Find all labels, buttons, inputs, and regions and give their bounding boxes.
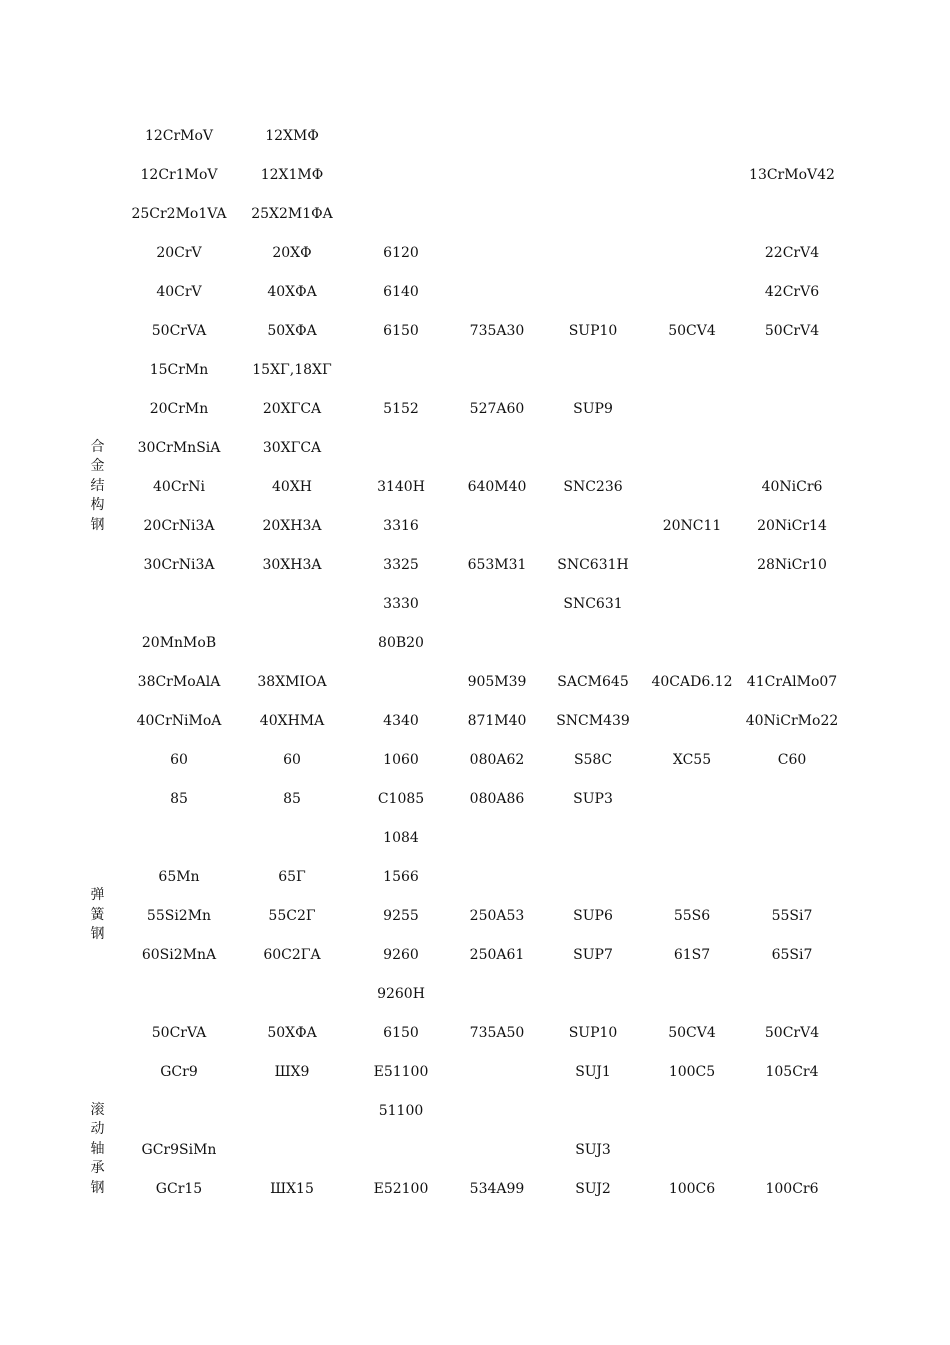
grade-cell: 41CrAlMo07 bbox=[746, 673, 838, 690]
grade-cell bbox=[543, 428, 643, 467]
steel-grade-table bbox=[70, 116, 843, 1208]
grade-cell bbox=[351, 1130, 451, 1169]
grade-cell: 3330 bbox=[383, 595, 419, 612]
grade-cell: GCr9 bbox=[160, 1063, 198, 1080]
steel-category-label bbox=[70, 857, 125, 974]
grade-cell: 250A61 bbox=[469, 946, 525, 963]
grade-cell: C60 bbox=[777, 751, 807, 768]
steel-category-text: 滚动轴承钢 bbox=[90, 1101, 105, 1196]
steel-category-label bbox=[70, 350, 125, 623]
table-row bbox=[70, 584, 843, 623]
steel-category-empty bbox=[70, 740, 125, 779]
grade-cell: 80B20 bbox=[378, 634, 424, 651]
grade-cell: 9255 bbox=[383, 907, 419, 924]
grade-cell bbox=[125, 1091, 233, 1130]
grade-cell: 40CrV bbox=[156, 283, 202, 300]
table-row bbox=[70, 740, 843, 779]
grade-cell bbox=[741, 194, 843, 233]
grade-cell: 1566 bbox=[383, 868, 419, 885]
grade-cell: 38XMIOA bbox=[257, 673, 327, 690]
grade-cell: 60C2ΓA bbox=[263, 946, 321, 963]
grade-cell: 105Cr4 bbox=[765, 1063, 819, 1080]
grade-cell: E52100 bbox=[373, 1180, 429, 1197]
grade-cell: SNC631H bbox=[557, 556, 629, 573]
grade-cell: 30XH3A bbox=[262, 556, 322, 573]
grade-cell: SUJ1 bbox=[575, 1063, 611, 1080]
grade-cell bbox=[451, 818, 543, 857]
grade-cell: 15CrMn bbox=[149, 361, 209, 378]
table-row bbox=[70, 857, 843, 896]
grade-cell: 20XΦ bbox=[272, 244, 312, 261]
grade-cell: 3316 bbox=[383, 517, 419, 534]
grade-cell: 3140H bbox=[377, 478, 425, 495]
grade-cell bbox=[741, 818, 843, 857]
grade-cell: 50CrVA bbox=[151, 322, 207, 339]
grade-cell bbox=[643, 116, 741, 155]
steel-category-empty bbox=[70, 974, 125, 1013]
grade-cell bbox=[451, 233, 543, 272]
grade-cell: 12CrMoV bbox=[144, 127, 214, 144]
grade-cell: SUP10 bbox=[568, 322, 618, 339]
grade-cell: 85 bbox=[170, 790, 188, 807]
grade-cell: 25X2M1ΦA bbox=[251, 205, 333, 222]
grade-cell: 13CrMoV42 bbox=[749, 166, 835, 183]
grade-cell: 65Mn bbox=[158, 868, 200, 885]
grade-cell: 25Cr2Mo1VA bbox=[131, 205, 227, 222]
grade-cell: 20NiCr14 bbox=[757, 517, 827, 534]
grade-cell: 50XΦA bbox=[267, 322, 317, 339]
grade-cell: 55Si7 bbox=[771, 907, 813, 924]
grade-cell: 30CrMnSiA bbox=[137, 439, 221, 456]
grade-cell bbox=[741, 389, 843, 428]
grade-cell: 85 bbox=[283, 790, 301, 807]
table-row bbox=[70, 311, 843, 350]
grade-cell: SNCM439 bbox=[556, 712, 630, 729]
grade-cell: 50CV4 bbox=[668, 322, 716, 339]
grade-cell: 080A86 bbox=[469, 790, 525, 807]
grade-cell bbox=[233, 1091, 351, 1130]
grade-cell: 100C6 bbox=[668, 1180, 716, 1197]
grade-cell bbox=[741, 1091, 843, 1130]
table-row bbox=[70, 1091, 843, 1130]
grade-cell: 5152 bbox=[383, 400, 419, 417]
grade-cell bbox=[643, 1130, 741, 1169]
grade-cell bbox=[233, 974, 351, 1013]
table-row bbox=[70, 974, 843, 1013]
table-row bbox=[70, 155, 843, 194]
grade-cell bbox=[543, 974, 643, 1013]
grade-cell: ШX15 bbox=[270, 1180, 314, 1197]
grade-cell bbox=[643, 194, 741, 233]
grade-cell bbox=[451, 194, 543, 233]
grade-cell: 6150 bbox=[383, 1024, 419, 1041]
grade-cell bbox=[351, 662, 451, 701]
grade-cell: 6120 bbox=[383, 244, 419, 261]
grade-cell: SUP6 bbox=[573, 907, 613, 924]
grade-cell bbox=[543, 623, 643, 662]
grade-cell bbox=[741, 116, 843, 155]
grade-cell bbox=[233, 818, 351, 857]
grade-cell: GCr15 bbox=[155, 1180, 203, 1197]
grade-cell bbox=[451, 350, 543, 389]
grade-cell: 40NiCrMo22 bbox=[745, 712, 839, 729]
grade-cell bbox=[643, 584, 741, 623]
table-row bbox=[70, 116, 843, 155]
grade-cell: 60 bbox=[170, 751, 188, 768]
grade-cell: S58C bbox=[573, 751, 613, 768]
table-row bbox=[70, 896, 843, 935]
grade-cell bbox=[125, 584, 233, 623]
steel-category-empty bbox=[70, 623, 125, 662]
grade-cell: 40NiCr6 bbox=[761, 478, 823, 495]
grade-cell: 3325 bbox=[383, 556, 419, 573]
steel-category-empty bbox=[70, 311, 125, 350]
grade-cell: SUJ2 bbox=[575, 1180, 611, 1197]
grade-cell bbox=[451, 584, 543, 623]
grade-cell bbox=[451, 1052, 543, 1091]
grade-cell bbox=[451, 506, 543, 545]
grade-cell bbox=[643, 779, 741, 818]
grade-cell bbox=[543, 194, 643, 233]
grade-cell: 38CrMoAlA bbox=[137, 673, 221, 690]
grade-cell: 527A60 bbox=[469, 400, 525, 417]
grade-cell: 1084 bbox=[383, 829, 419, 846]
grade-cell: 60Si2MnA bbox=[141, 946, 217, 963]
grade-cell: 12XMΦ bbox=[265, 127, 319, 144]
grade-cell: 15XΓ,18XΓ bbox=[252, 361, 332, 378]
grade-cell: 100Cr6 bbox=[765, 1180, 819, 1197]
grade-cell: 20XH3A bbox=[262, 517, 322, 534]
grade-cell bbox=[741, 974, 843, 1013]
table-row bbox=[70, 779, 843, 818]
steel-category-empty bbox=[70, 116, 125, 155]
grade-cell: E51100 bbox=[373, 1063, 429, 1080]
grade-cell: 1060 bbox=[383, 751, 419, 768]
grade-cell: 50CrVA bbox=[151, 1024, 207, 1041]
grade-cell bbox=[741, 428, 843, 467]
grade-cell: SUP3 bbox=[573, 790, 613, 807]
grade-cell bbox=[543, 350, 643, 389]
steel-category-empty bbox=[70, 233, 125, 272]
grade-cell: XC55 bbox=[672, 751, 712, 768]
table-row bbox=[70, 1130, 843, 1169]
table-row bbox=[70, 1169, 843, 1208]
grade-cell: 9260H bbox=[377, 985, 425, 1002]
grade-cell bbox=[643, 155, 741, 194]
steel-category-empty bbox=[70, 701, 125, 740]
grade-cell: ШX9 bbox=[274, 1063, 310, 1080]
grade-cell bbox=[451, 623, 543, 662]
grade-cell: 080A62 bbox=[469, 751, 525, 768]
grade-cell: 250A53 bbox=[469, 907, 525, 924]
grade-cell bbox=[741, 623, 843, 662]
grade-cell: GCr9SiMn bbox=[141, 1141, 217, 1158]
grade-cell: 6140 bbox=[383, 283, 419, 300]
grade-cell: 40CAD6.12 bbox=[651, 673, 733, 690]
grade-cell: 20CrNi3A bbox=[143, 517, 215, 534]
grade-cell: 28NiCr10 bbox=[757, 556, 827, 573]
steel-category-label bbox=[70, 1091, 125, 1208]
table-row bbox=[70, 623, 843, 662]
grade-cell: SACM645 bbox=[557, 673, 629, 690]
grade-cell bbox=[643, 623, 741, 662]
grade-cell: 6150 bbox=[383, 322, 419, 339]
steel-category-empty bbox=[70, 662, 125, 701]
grade-cell bbox=[643, 1091, 741, 1130]
grade-cell: 51100 bbox=[378, 1102, 424, 1119]
grade-cell: 20CrMn bbox=[149, 400, 209, 417]
table-row bbox=[70, 389, 843, 428]
grade-cell: 640M40 bbox=[467, 478, 527, 495]
grade-cell: 735A30 bbox=[469, 322, 525, 339]
table-row bbox=[70, 194, 843, 233]
grade-cell: SNC236 bbox=[563, 478, 623, 495]
grade-cell: SUP7 bbox=[573, 946, 613, 963]
steel-category-text: 合金结构钢 bbox=[90, 438, 105, 533]
grade-cell: 55S6 bbox=[673, 907, 711, 924]
table-row bbox=[70, 545, 843, 584]
grade-cell bbox=[543, 818, 643, 857]
grade-cell: 40CrNi bbox=[153, 478, 205, 495]
grade-cell bbox=[643, 233, 741, 272]
grade-cell bbox=[451, 272, 543, 311]
grade-cell: 4340 bbox=[383, 712, 419, 729]
grade-cell bbox=[451, 116, 543, 155]
grade-cell bbox=[643, 545, 741, 584]
grade-cell: 653M31 bbox=[467, 556, 527, 573]
grade-cell: 20MnMoB bbox=[141, 634, 217, 651]
grade-cell: 40XHMA bbox=[259, 712, 325, 729]
grade-cell: 40CrNiMoA bbox=[136, 712, 222, 729]
grade-cell: SUP9 bbox=[573, 400, 613, 417]
grade-cell bbox=[451, 1130, 543, 1169]
grade-cell: 12Cr1MoV bbox=[140, 166, 218, 183]
grade-cell: 100C5 bbox=[668, 1063, 716, 1080]
grade-cell bbox=[643, 467, 741, 506]
table-row bbox=[70, 506, 843, 545]
grade-cell bbox=[451, 1091, 543, 1130]
table-row bbox=[70, 1013, 843, 1052]
grade-cell bbox=[643, 701, 741, 740]
grade-cell bbox=[741, 350, 843, 389]
grade-cell: 65Si7 bbox=[771, 946, 813, 963]
grade-cell bbox=[543, 857, 643, 896]
grade-cell: 534A99 bbox=[469, 1180, 525, 1197]
steel-category-empty bbox=[70, 194, 125, 233]
grade-cell bbox=[643, 974, 741, 1013]
grade-cell: 9260 bbox=[383, 946, 419, 963]
grade-cell bbox=[643, 272, 741, 311]
table-row bbox=[70, 467, 843, 506]
grade-cell: 905M39 bbox=[467, 673, 527, 690]
grade-cell: 20XΓCA bbox=[262, 400, 322, 417]
steel-category-text: 弹簧钢 bbox=[90, 887, 105, 943]
grade-cell: 50CV4 bbox=[668, 1024, 716, 1041]
grade-cell: 55Si2Mn bbox=[146, 907, 212, 924]
table-row bbox=[70, 662, 843, 701]
grade-cell bbox=[233, 623, 351, 662]
steel-category-empty bbox=[70, 779, 125, 818]
table-row bbox=[70, 935, 843, 974]
grade-cell bbox=[451, 974, 543, 1013]
steel-category-empty bbox=[70, 155, 125, 194]
grade-cell bbox=[351, 350, 451, 389]
grade-cell bbox=[643, 857, 741, 896]
grade-cell: 40XH bbox=[272, 478, 312, 495]
grade-cell bbox=[543, 116, 643, 155]
steel-category-empty bbox=[70, 272, 125, 311]
grade-cell bbox=[125, 974, 233, 1013]
grade-cell bbox=[351, 194, 451, 233]
table-row bbox=[70, 701, 843, 740]
grade-cell bbox=[643, 350, 741, 389]
grade-cell: SUP10 bbox=[568, 1024, 618, 1041]
grade-cell bbox=[233, 584, 351, 623]
grade-cell bbox=[741, 1130, 843, 1169]
grade-cell: 50XΦA bbox=[267, 1024, 317, 1041]
steel-category-empty bbox=[70, 1013, 125, 1052]
steel-category-empty bbox=[70, 818, 125, 857]
grade-cell bbox=[125, 818, 233, 857]
grade-cell bbox=[543, 506, 643, 545]
grade-cell bbox=[543, 155, 643, 194]
grade-cell: 50CrV4 bbox=[764, 1024, 820, 1041]
table-row bbox=[70, 818, 843, 857]
grade-cell: 20NC11 bbox=[662, 517, 722, 534]
grade-cell: SNC631 bbox=[563, 595, 623, 612]
grade-cell: 60 bbox=[283, 751, 301, 768]
grade-cell: 50CrV4 bbox=[764, 322, 820, 339]
grade-cell: 12X1MΦ bbox=[260, 166, 324, 183]
grade-cell: 871M40 bbox=[467, 712, 527, 729]
grade-cell bbox=[543, 233, 643, 272]
grade-cell: 735A50 bbox=[469, 1024, 525, 1041]
grade-cell bbox=[233, 1130, 351, 1169]
steel-category-empty bbox=[70, 1052, 125, 1091]
grade-cell bbox=[741, 779, 843, 818]
grade-cell: 65Γ bbox=[278, 868, 306, 885]
grade-cell bbox=[741, 584, 843, 623]
grade-cell bbox=[351, 116, 451, 155]
grade-cell bbox=[741, 857, 843, 896]
grade-cell bbox=[543, 272, 643, 311]
grade-cell bbox=[351, 155, 451, 194]
grade-cell: SUJ3 bbox=[575, 1141, 611, 1158]
grade-cell bbox=[351, 428, 451, 467]
grade-cell: 55C2Γ bbox=[268, 907, 316, 924]
table-row bbox=[70, 350, 843, 389]
grade-cell: 22CrV4 bbox=[764, 244, 820, 261]
grade-cell bbox=[543, 1091, 643, 1130]
grade-cell: 20CrV bbox=[156, 244, 202, 261]
grade-cell: 30CrNi3A bbox=[143, 556, 215, 573]
table-row bbox=[70, 233, 843, 272]
grade-cell: 40XΦA bbox=[267, 283, 317, 300]
grade-cell bbox=[451, 428, 543, 467]
table-row bbox=[70, 272, 843, 311]
grade-cell bbox=[643, 389, 741, 428]
grade-cell: 30XΓCA bbox=[262, 439, 322, 456]
grade-cell bbox=[643, 428, 741, 467]
table-row bbox=[70, 428, 843, 467]
grade-cell: 42CrV6 bbox=[764, 283, 820, 300]
grade-cell: C1085 bbox=[377, 790, 425, 807]
grade-cell bbox=[451, 857, 543, 896]
grade-cell bbox=[451, 155, 543, 194]
grade-cell: 61S7 bbox=[673, 946, 711, 963]
table-row bbox=[70, 1052, 843, 1091]
grade-cell bbox=[643, 818, 741, 857]
